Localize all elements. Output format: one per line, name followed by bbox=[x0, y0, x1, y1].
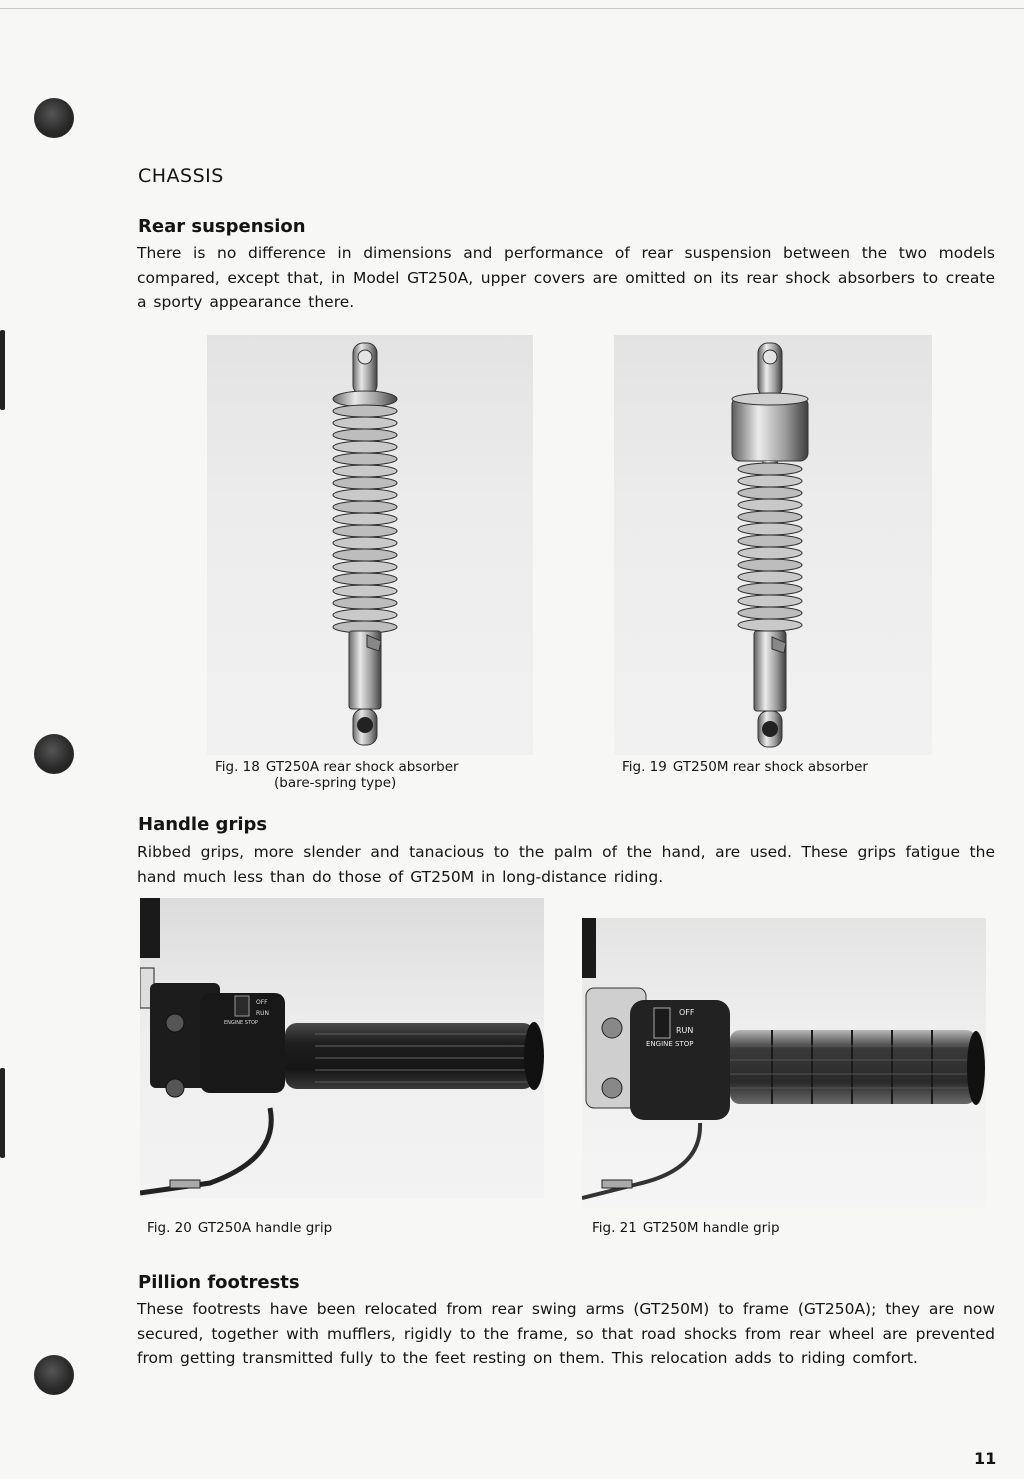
binder-hole-3 bbox=[34, 1355, 74, 1395]
pillion-footrests-body: These footrests have been relocated from rear swing arms (GT250M) to frame (GT250A); they are now secured, together with mufflers, rigidly to the frame, so that road shocks from rear wheel are prevented from getting transmitted fully to the feet resting on them. This relocation adds to riding comfort. bbox=[137, 1300, 995, 1367]
fig21-switch-off-label: OFF bbox=[679, 1008, 695, 1017]
fig21-switch-run-label: RUN bbox=[676, 1026, 694, 1035]
fig19-caption bbox=[622, 759, 868, 776]
fig18-subcaption: (bare-spring type) bbox=[274, 775, 397, 791]
fig21-number: Fig. 21 bbox=[592, 1220, 637, 1236]
section-heading-handle-grips: Handle grips bbox=[138, 814, 268, 835]
rear-suspension-body: There is no difference in dimensions and performance of rear suspension between the two models compared, except that, in Model GT250A, upper covers are omitted on its rear shock absorbers to create a sporty appearance there. bbox=[137, 244, 995, 311]
fig21-caption-text: GT250M handle grip bbox=[642, 1220, 780, 1236]
fig19-photo bbox=[614, 335, 932, 755]
fig20-switch-run-label: RUN bbox=[256, 1010, 270, 1017]
fig18-photo bbox=[207, 335, 533, 755]
edge-mark bbox=[0, 1068, 5, 1158]
page-number: 11 bbox=[974, 1449, 997, 1468]
handle-grips-body: Ribbed grips, more slender and tanacious to the palm of the hand, are used. These grips fatigue the hand much less than do those of GT250M in long-distance riding. bbox=[137, 843, 995, 886]
chapter-title: CHASSIS bbox=[138, 165, 224, 187]
fig20-number: Fig. 20 bbox=[147, 1220, 192, 1236]
section-heading-pillion-footrests: Pillion footrests bbox=[138, 1272, 300, 1293]
section-heading-rear-suspension: Rear suspension bbox=[138, 216, 306, 237]
fig20-caption bbox=[147, 1220, 332, 1237]
top-rule bbox=[0, 8, 1024, 9]
fig20-switch-engine-stop-label: ENGINE STOP bbox=[224, 1020, 258, 1026]
fig19-shock-absorber-illustration bbox=[614, 335, 932, 755]
fig18-number: Fig. 18 bbox=[215, 759, 260, 775]
fig18-shock-absorber-illustration bbox=[207, 335, 533, 755]
fig20-switch-off-label: OFF bbox=[256, 999, 268, 1006]
fig18-caption bbox=[215, 759, 459, 776]
fig21-caption bbox=[592, 1220, 780, 1237]
fig20-caption-text: GT250A handle grip bbox=[197, 1220, 333, 1236]
fig21-photo bbox=[582, 918, 986, 1208]
fig18-caption-text: GT250A rear shock absorber bbox=[265, 759, 459, 775]
fig21-switch-engine-stop-label: ENGINE STOP bbox=[646, 1040, 694, 1048]
binder-hole-1 bbox=[34, 98, 74, 138]
fig19-caption-text: GT250M rear shock absorber bbox=[672, 759, 868, 775]
edge-mark bbox=[0, 330, 5, 410]
fig19-number: Fig. 19 bbox=[622, 759, 667, 775]
binder-hole-2 bbox=[34, 734, 74, 774]
fig20-handle-grip-illustration bbox=[140, 898, 544, 1198]
fig20-photo bbox=[140, 898, 544, 1198]
fig21-handle-grip-illustration bbox=[582, 918, 986, 1208]
